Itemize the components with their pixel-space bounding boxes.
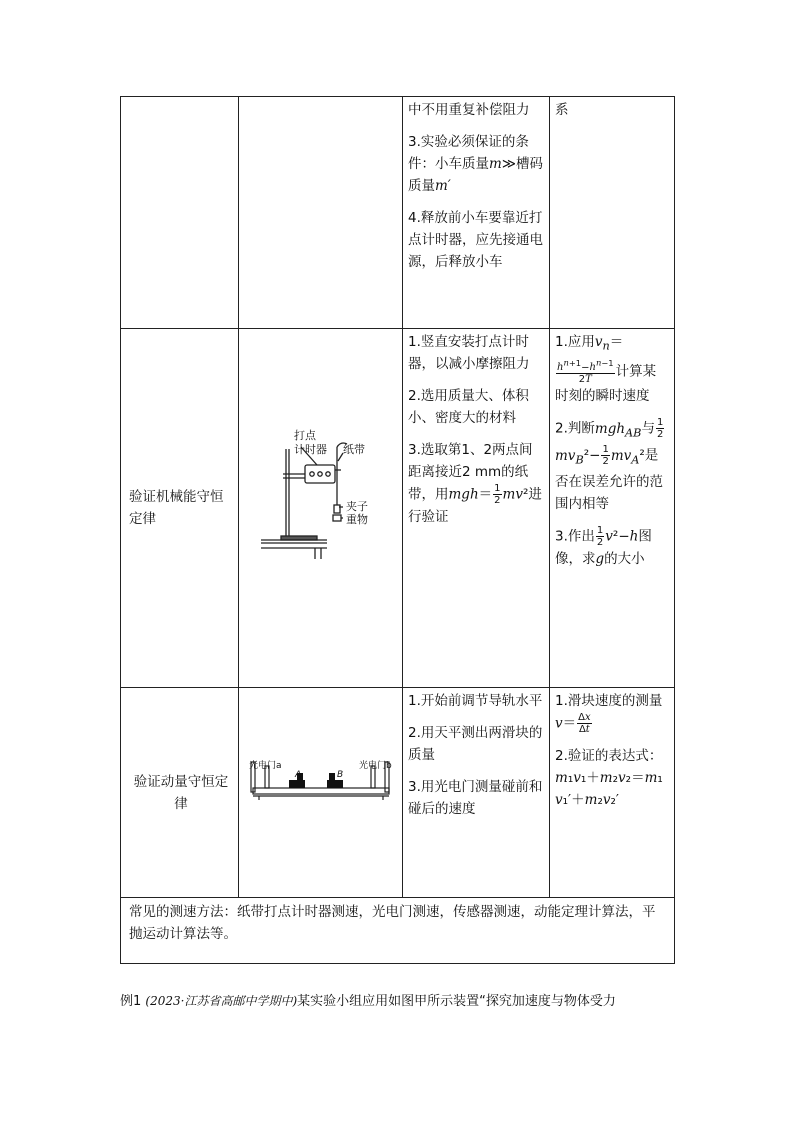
- note-line: 1.开始前调节导轨水平: [408, 693, 543, 709]
- table-row: [121, 329, 675, 688]
- note-line: 3.实验必须保证的条件：小车质量m≫槽码质量m′: [408, 134, 543, 194]
- slider-b: [327, 780, 343, 788]
- figure-cell: [239, 329, 403, 688]
- table-row: [121, 688, 675, 898]
- figure-label: 重物: [346, 513, 368, 526]
- slider-a: [289, 780, 305, 788]
- note-line: 3.用光电门测量碰前和碰后的速度: [408, 779, 543, 817]
- note-cell: 常见的测速方法：纸带打点计时器测速，光电门测速，传感器测速，动能定理计算法，平抛运动计算法等。: [121, 898, 675, 964]
- figure-label: 计时器: [294, 443, 327, 456]
- example-line: [120, 990, 680, 1013]
- experiment-name: 验证机械能守恒定律: [121, 329, 239, 688]
- note-line: 4.释放前小车要靠近打点计时器，应先接通电源，后释放小车: [408, 210, 543, 270]
- figure-label: 光电门a: [249, 761, 282, 771]
- figure-cell: [239, 688, 403, 898]
- note-line: 2.选用质量大、体积小、密度大的材料: [408, 388, 529, 426]
- example-label: 例1: [120, 994, 142, 1009]
- figure-label: 纸带: [343, 443, 365, 456]
- notes-cell: [403, 329, 550, 688]
- note-line: 3.选取第1、2两点间距离接近2 mm的纸带，用mgh＝ $\frac{1}{2}$ mv²进行验证: [408, 442, 542, 525]
- figure-cell: [239, 97, 403, 329]
- note-line: 2.用天平测出两滑块的质量: [408, 725, 543, 763]
- free-fall-apparatus-figure: [239, 329, 403, 680]
- processing-line: 系: [555, 102, 569, 118]
- figure-label: B: [337, 770, 344, 780]
- figure-label: 打点: [294, 429, 316, 442]
- experiment-name: 验证动量守恒定律: [121, 688, 239, 898]
- note-line: 1.竖直安装打点计时器，以减小摩擦阻力: [408, 334, 530, 372]
- note-line: 中不用重复补偿阻力: [408, 102, 530, 118]
- figure-label: 光电门b: [359, 761, 392, 771]
- name-cell: [121, 97, 239, 329]
- processing-line: 2.验证的表达式：m₁v₁＋m₂v₂＝m₁v₁′＋m₂v₂′: [555, 748, 663, 808]
- figure-label: 夹子: [346, 500, 368, 513]
- figure-label: A: [295, 770, 302, 780]
- table-row: [121, 898, 675, 964]
- table-row: [121, 97, 675, 329]
- processing-line: 1.滑块速度的测量v＝ $\frac{\Delta x}{\Delta t}$: [555, 693, 663, 735]
- example-source: (2023·江苏省高邮中学期中): [145, 994, 298, 1008]
- notes-cell: [403, 688, 550, 898]
- air-track-figure: [239, 688, 403, 890]
- processing-cell: [550, 329, 675, 688]
- notes-cell: [403, 97, 550, 329]
- processing-line: 1.应用$v_n=$ $\frac{h^{n+1}-h^{n-1}}{2T}$ 计算某时刻的瞬时速度: [555, 334, 657, 405]
- example-text: 某实验小组应用如图甲所示装置“探究加速度与物体受力: [297, 994, 616, 1009]
- processing-cell: [550, 688, 675, 898]
- processing-cell: [550, 97, 675, 329]
- processing-line: 3.作出 $\frac{1}{2}$ v²−h图像，求g的大小: [555, 525, 652, 568]
- processing-line: 2.判断mgh$_{AB}$与 $\frac{1}{2}$ $mv_B^2-$ $\frac{1}{2}$ $mv_A^2$是否在误差允许的范围内相等: [555, 417, 664, 513]
- experiment-table: [120, 96, 675, 964]
